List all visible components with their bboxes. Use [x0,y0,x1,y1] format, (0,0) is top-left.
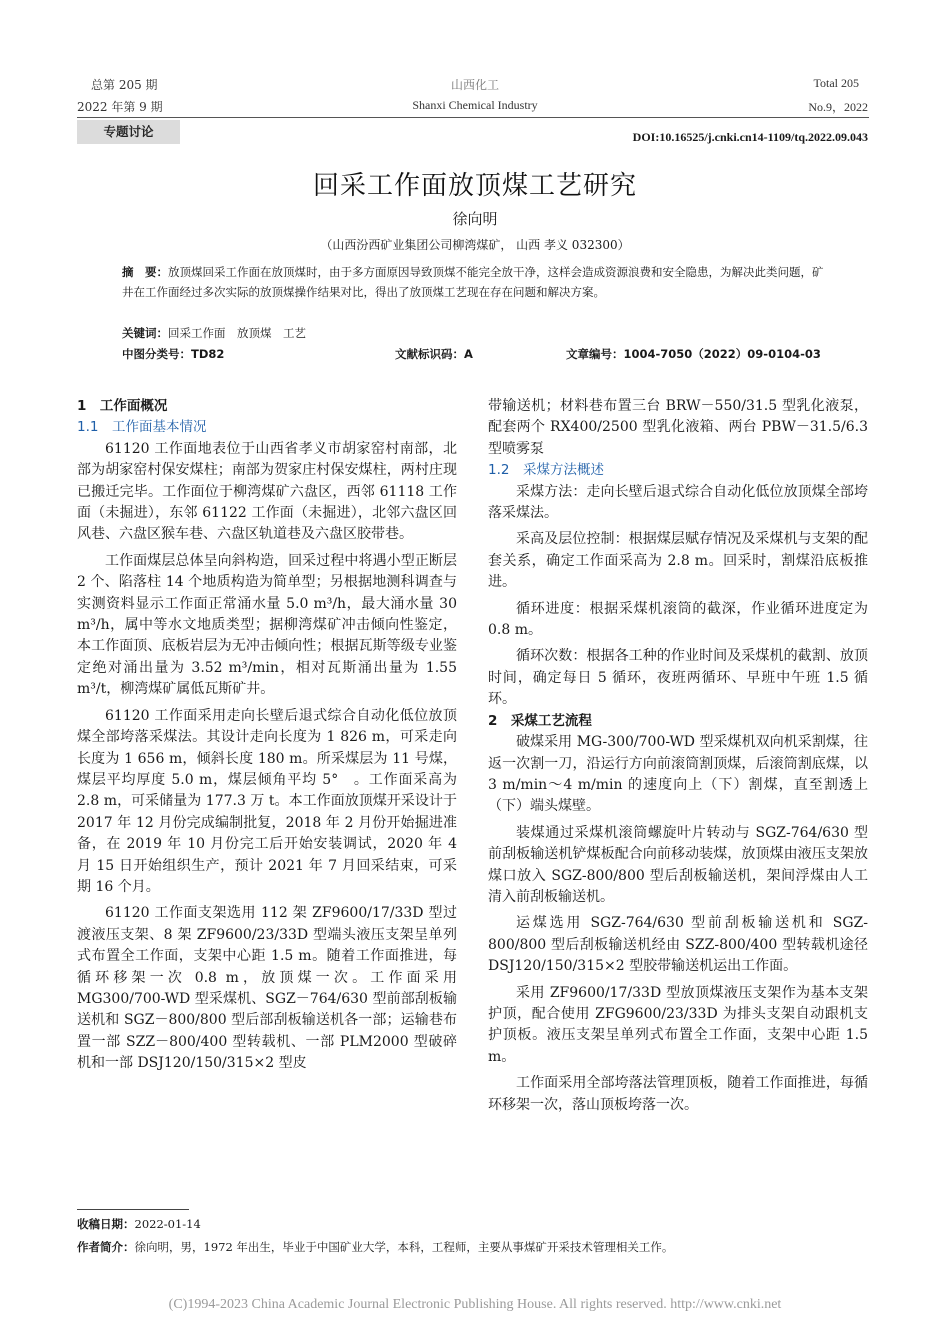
clc-number [122,346,224,362]
abstract-text: 放顶煤回采工作面在放顶煤时，由于多方面原因导致顶煤不能完全放干净，这样会造成资源浪费和安全隐患，为解决此类问题，矿井在工作面经过多次实际的放顶煤操作结果对比，得出了放顶煤工艺现在存在问题和解决方案。 [122,265,824,299]
received-value: 2022-01-14 [134,1217,201,1231]
keywords-text: 回采工作面 放顶煤 工艺 [168,326,306,340]
header-rule [77,117,869,118]
copyright-watermark: (C)1994-2023 China Academic Journal Electronic Publishing House. All rights reserved. http://www.cnki.net [168,1297,782,1312]
journal-name-cn: 山西化工 [450,78,499,92]
issue-year: 2022 年第 9 期 [77,100,163,114]
doi: DOI:10.16525/j.cnki.cn14-1109/tq.2022.09.043 [632,130,868,144]
paragraph: 61120 工作面支架选用 112 架 ZF9600/17/33D 型过渡液压支架、8 架 ZF9600/23/33D 型端头液压支架呈单列式布置全工作面，支架中心距 1.5 m。随着工作面推进，每循环移架一次 0.8 m，放顶煤一次。工作面采用 MG300/700-WD 型采煤机、SGZ－764/630 型前部刮板输送机和 SGZ－800/800 型后部刮板输送机各一部；运输巷布置一部 SZZ－800/400 型转载机、一部 PLM2000 型破碎机和一部 DSJ120/150/315×2 型皮 [77,905,457,1072]
abstract-label: 摘 要： [122,265,168,279]
article-no-text: 文章编号：1004-7050（2022）09-0104-03 [566,347,821,361]
paragraph: 破煤采用 MG-300/700-WD 型采煤机双向机采割煤，往返一次割一刀，沿运行方向前滚筒割顶煤，后滚筒割底煤，以 3 m/min～4 m/min 的速度向上（下）割煤，直至割透上（下）端头煤壁。 [488,734,868,815]
doc-code-text: 文献标识码：A [395,347,473,361]
total-en: Total 205 [813,76,859,90]
paragraph: 采高及层位控制：根据煤层赋存情况及采煤机与支架的配套关系，确定工作面采高为 2.8 m。回采时，割煤沿底板推进。 [488,531,868,591]
paragraph: 工作面煤层总体呈向斜构造，回采过程中将遇小型正断层 2 个、陷落柱 14 个地质构造为简单型；另根据地测科调查与实测资料显示工作面正常涌水量 5.0 m³/h，最大涌水量 30 m³/h，属中等水文地质类型；据柳湾煤矿冲击倾向性鉴定，本工作面顶、底板岩层为无冲击倾向性；根据瓦斯等级专业鉴定绝对涌出量为 3.52 m³/min，相对瓦斯涌出量为 1.55 m³/t，柳湾煤矿属低瓦斯矿井。 [77,552,457,698]
journal-name-en: Shanxi Chemical Industry [412,98,538,112]
affiliation: （山西汾西矿业集团公司柳湾煤矿， 山西 孝义 032300） [320,238,630,252]
article-title: 回采工作面放顶煤工艺研究 [312,171,637,201]
paragraph-continued: 带输送机；材料巷布置三台 BRW－550/31.5 型乳化液泵，配套两个 RX400/2500 型乳化液箱、两台 PBW－31.5/6.3 型喷雾泵 [488,398,868,457]
received-label: 收稿日期： [77,1217,135,1231]
paragraph: 循环次数：根据各工种的作业时间及采煤机的截割、放顶时间，确定每日 5 循环，夜班两循环、早班中午班 1.5 循环。 [488,648,868,708]
bio-label: 作者简介： [77,1240,135,1254]
keywords [122,323,828,343]
heading-2: 2 采煤工艺流程 [488,712,592,729]
section-tag: 专题讨论 [77,120,180,144]
right-column [488,396,868,1116]
left-column [77,396,457,1075]
heading-1-2: 1.2 采煤方法概述 [488,462,604,479]
abstract [122,262,828,302]
author: 徐向明 [452,210,498,228]
number-en: No.9，2022 [808,100,868,114]
paragraph: 循环进度：根据采煤机滚筒的截深，作业循环进度定为 0.8 m。 [488,600,868,639]
author-bio [77,1239,673,1255]
received-date [77,1216,201,1232]
paragraph: 运煤选用 SGZ-764/630 型前刮板输送机和 SGZ-800/800 型后刮板输送机经由 SZZ-800/400 型转载机途径 DSJ120/150/315×2 型胶带输送机运出工作面。 [488,915,868,975]
heading-1-1: 1.1 工作面基本情况 [77,419,207,436]
paragraph: 工作面采用全部垮落法管理顶板，随着工作面推进，每循环移架一次，落山顶板垮落一次。 [488,1075,868,1113]
paragraph: 61120 工作面地表位于山西省孝义市胡家窑村南部，北部为胡家窑村保安煤柱；南部为贺家庄村保安煤柱，两村庄现已搬迁完毕。工作面位于柳湾煤矿六盘区，西邻 61118 工作面（未掘进），东邻 61122 工作面（未掘进），北邻六盘区回风巷、六盘区猴车巷、六盘区轨道巷及六盘区胶带巷。 [77,440,457,543]
paragraph: 采煤方法：走向长壁后退式综合自动化低位放顶煤全部垮落采煤法。 [488,483,868,522]
paragraph: 装煤通过采煤机滚筒螺旋叶片转动与 SGZ-764/630 型前刮板输送机铲煤板配合向前移动装煤，放顶煤由液压支架放煤口放入 SGZ-800/800 型后刮板输送机，架间浮煤由人工清入前刮板输送机。 [488,824,868,905]
bio-text: 徐向明，男，1972 年出生，毕业于中国矿业大学，本科，工程师，主要从事煤矿开采技术管理相关工作。 [134,1240,674,1254]
article-number [566,346,821,362]
clc-text: 中图分类号：TD82 [122,347,225,361]
paragraph: 61120 工作面采用走向长壁后退式综合自动化低位放顶煤全部垮落采煤法。其设计走向长度为 1 826 m，可采走向长度为 1 656 m，倾斜长度 180 m。所采煤层为 11 号煤，煤层平均厚度 5.0 m，煤层倾角平均 5° 。工作面采高为 2.8 m，可采储量为 177.3 万 t。本工作面放顶煤开采设计于 2017 年 12 月份完成编制批复，2018 年 2 月份开始掘进准备，在 2019 年 10 月份完工后开始安装调试，2020 年 4 月 15 日开始组织生产，预计 2021 年 7 月回采结束，可采期 16 个月。 [77,707,457,895]
heading-1: 1 工作面概况 [77,398,168,414]
document-code [395,346,473,362]
footnote-rule [77,1209,189,1210]
paragraph: 采用 ZF9600/17/33D 型放顶煤液压支架作为基本支架护顶，配合使用 ZFG9600/23/33D 为排头支架自动跟机支护顶板。液压支架呈单列式布置全工作面，支架中心距 1.5 m。 [488,984,868,1065]
keywords-label: 关键词： [122,326,168,340]
issue-total: 总第 205 期 [91,78,158,92]
